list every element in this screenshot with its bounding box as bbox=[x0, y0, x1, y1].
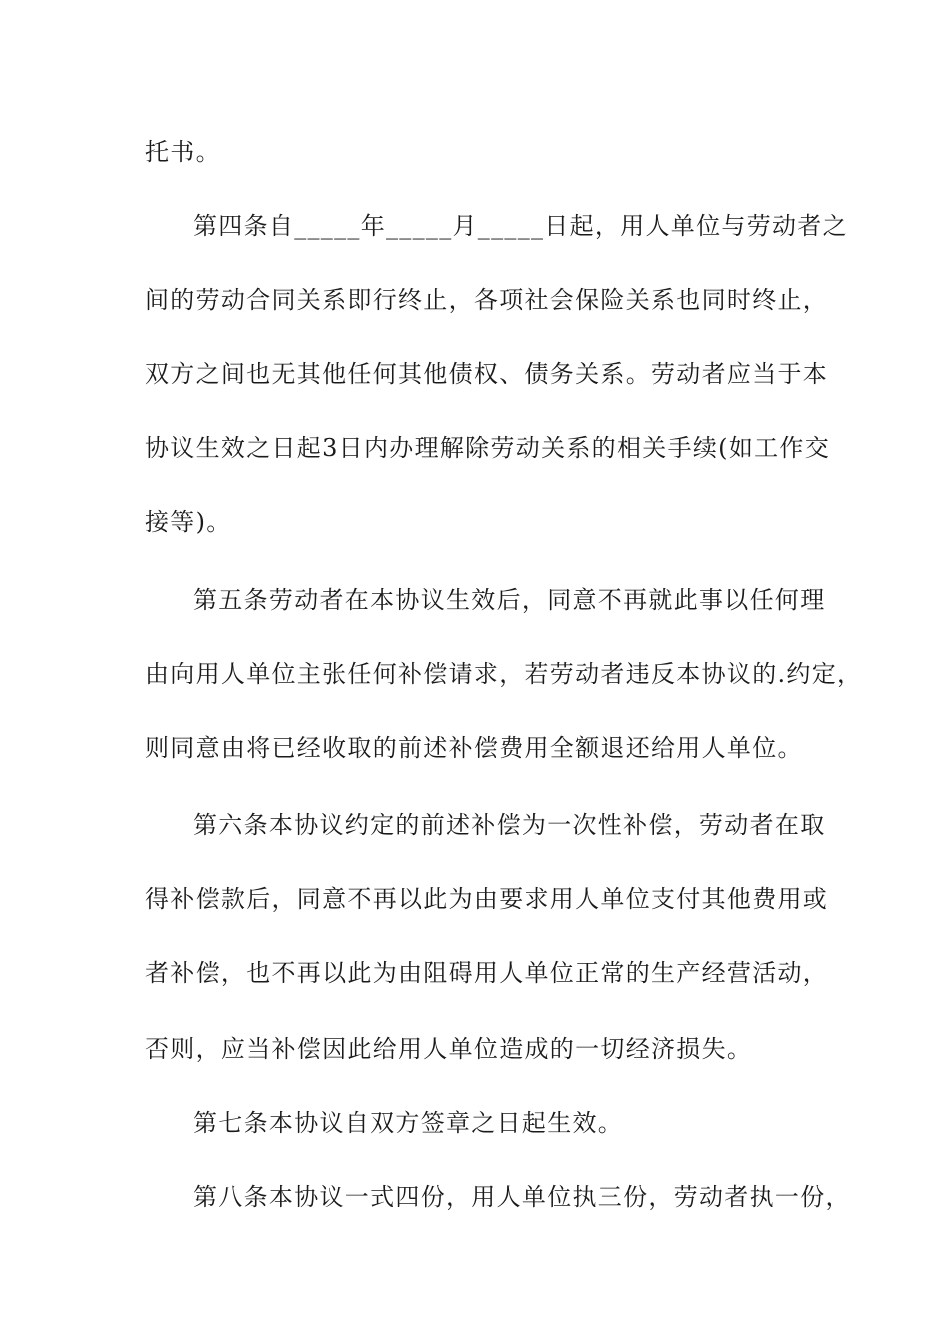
text-line: 托书。 bbox=[145, 138, 221, 166]
text-line: 接等)。 bbox=[145, 508, 232, 536]
text-line: 得补偿款后，同意不再以此为由要求用人单位支付其他费用或 bbox=[145, 885, 829, 913]
text-line: 者补偿，也不再以此为由阻碍用人单位正常的生产经营活动， bbox=[145, 959, 829, 987]
article-8-line: 第八条本协议一式四份，用人单位执三份，劳动者执一份， bbox=[193, 1183, 851, 1211]
article-7-line: 第七条本协议自双方签章之日起生效。 bbox=[193, 1109, 624, 1137]
article-6-line: 第六条本协议约定的前述补偿为一次性补偿，劳动者在取 bbox=[193, 811, 826, 839]
text-line: 协议生效之日起3日内办理解除劳动关系的相关手续(如工作交 bbox=[145, 434, 831, 462]
text-line: 则同意由将已经收取的前述补偿费用全额退还给用人单位。 bbox=[145, 734, 803, 762]
text-line: 间的劳动合同关系即行终止，各项社会保险关系也同时终止， bbox=[145, 286, 829, 314]
article-5-line: 第五条劳动者在本协议生效后，同意不再就此事以任何理 bbox=[193, 586, 826, 614]
text-line: 否则，应当补偿因此给用人单位造成的一切经济损失。 bbox=[145, 1035, 753, 1063]
text-line: 双方之间也无其他任何其他债权、债务关系。劳动者应当于本 bbox=[145, 360, 829, 388]
text-line: 由向用人单位主张任何补偿请求，若劳动者违反本协议的.约定， bbox=[145, 660, 863, 688]
article-4-line: 第四条自_____年_____月_____日起，用人单位与劳动者之 bbox=[193, 212, 848, 240]
